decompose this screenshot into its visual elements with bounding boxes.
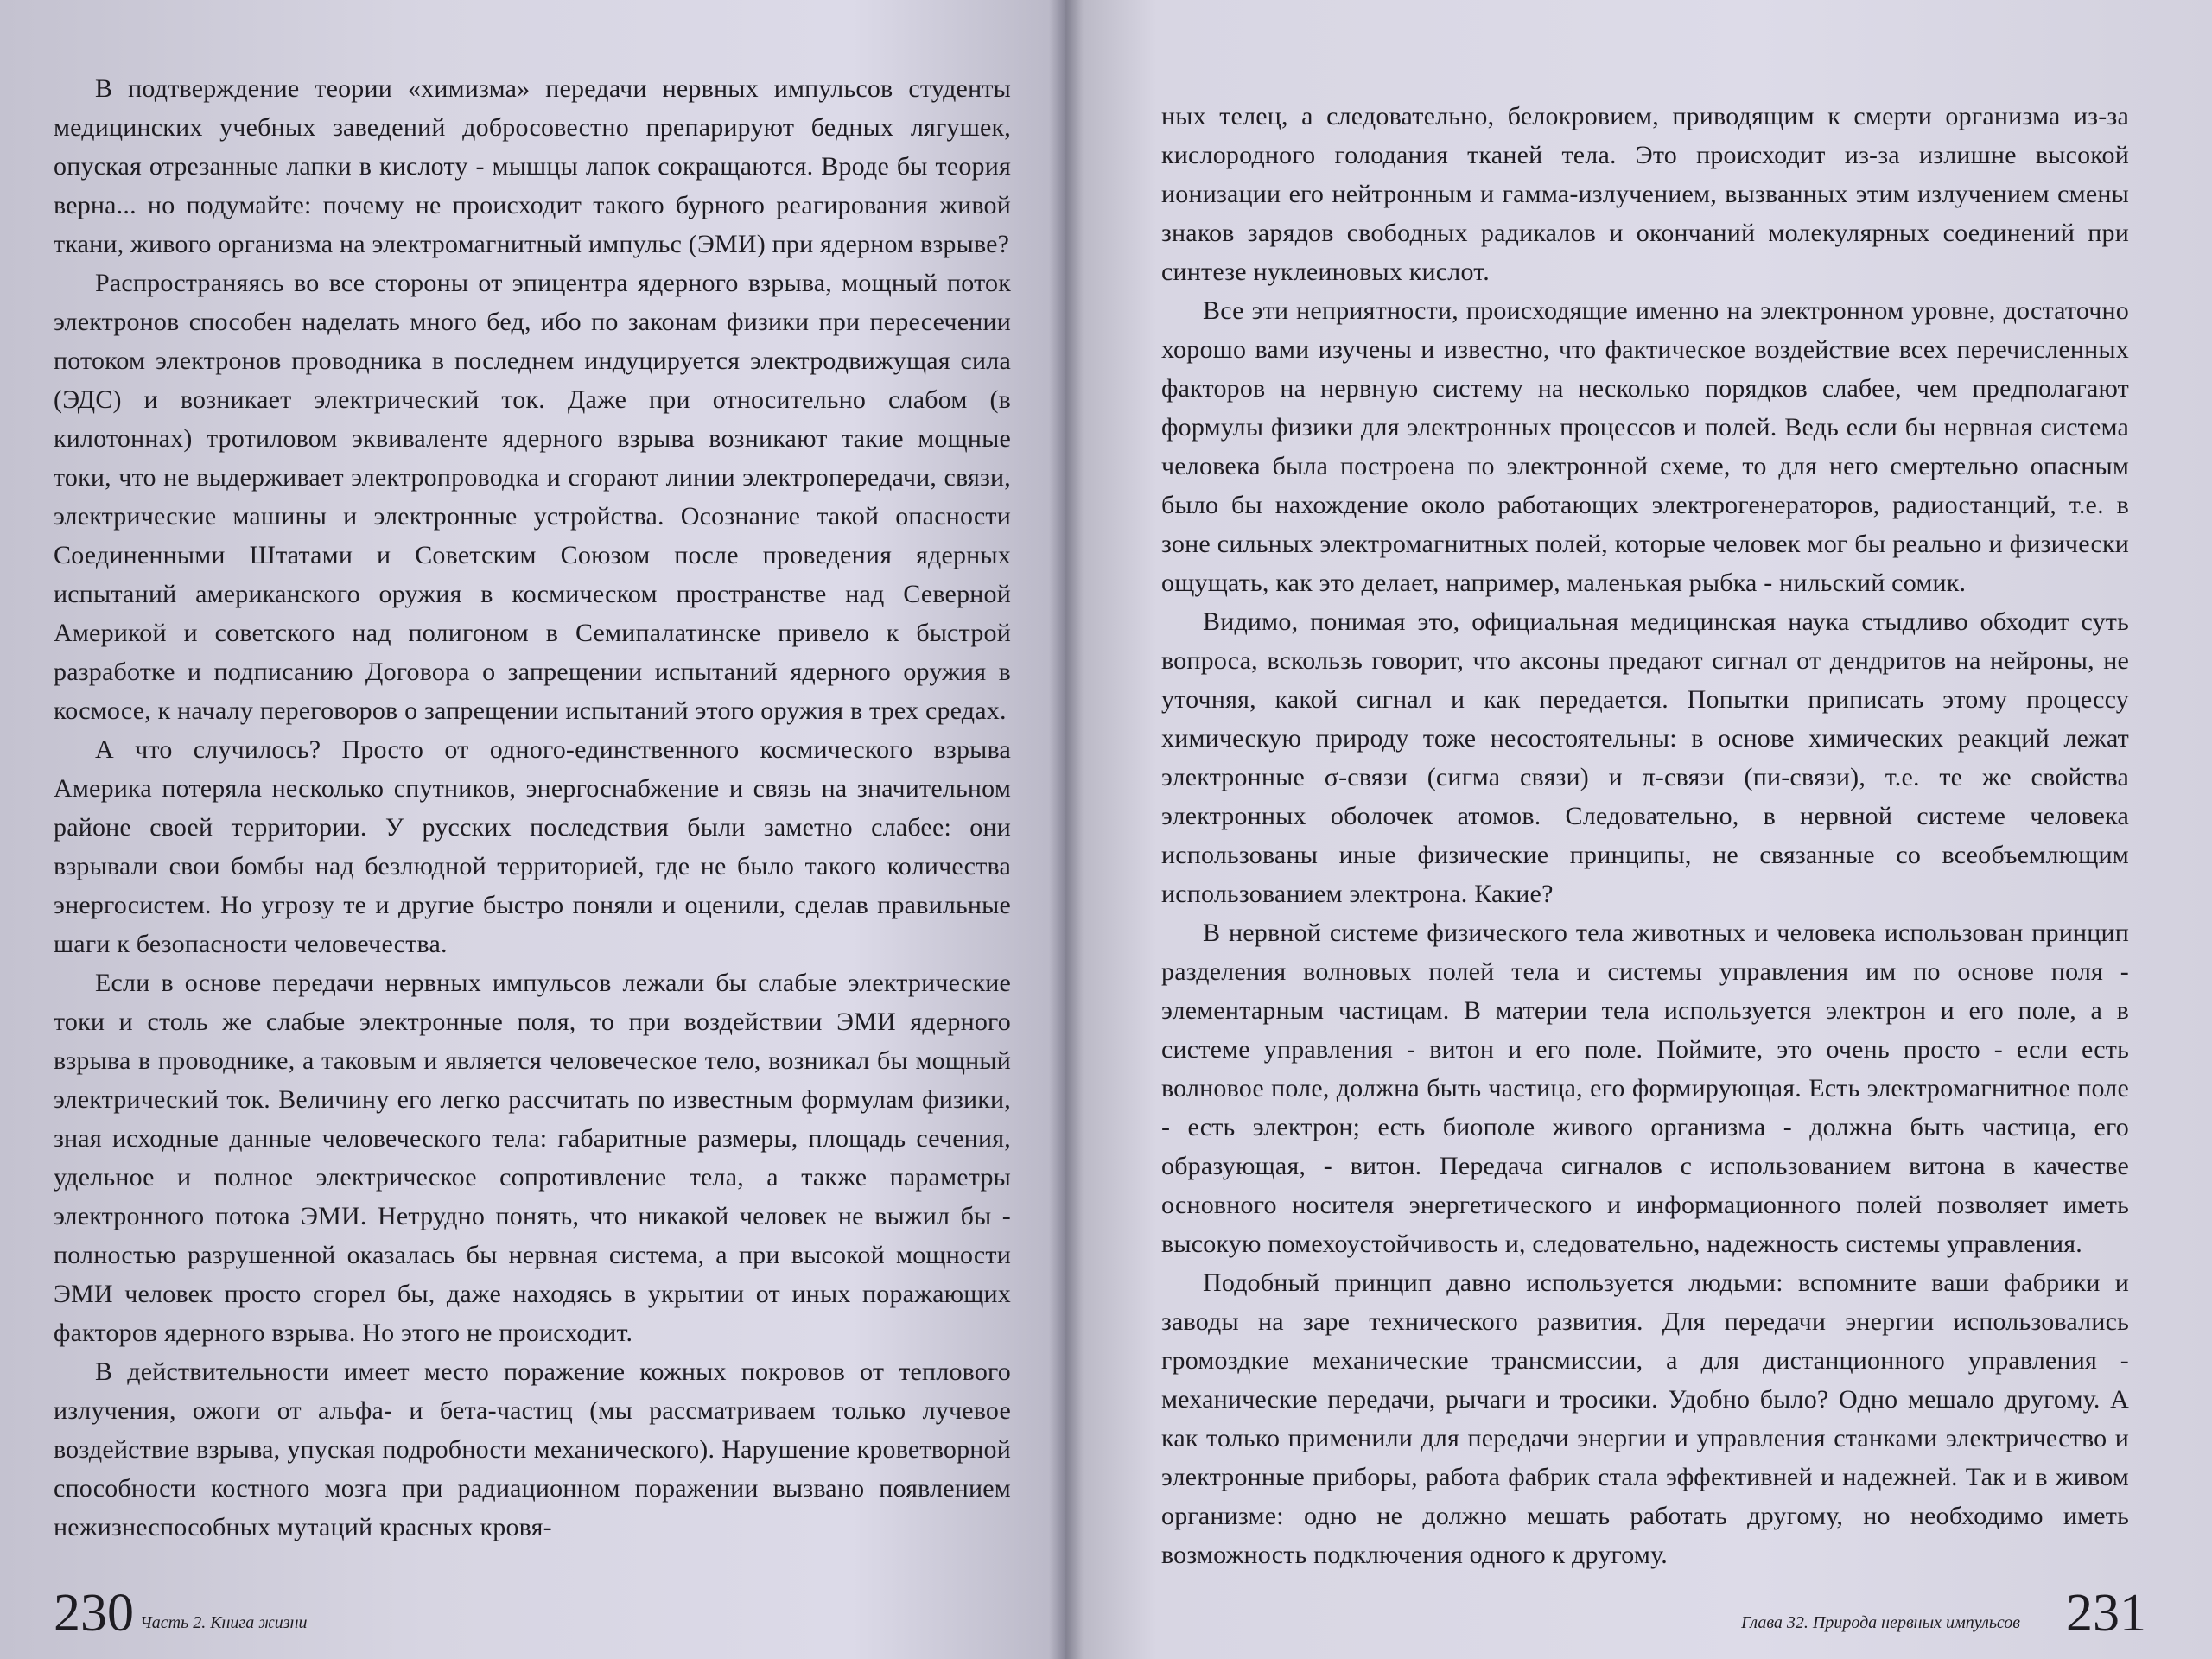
paragraph: Подобный принцип давно используется людьми: вспомните ваши фабрики и заводы на заре технического развития. Для передачи энергии использовались громоздкие механические трансмиссии, а для дистанционного управления - механические передачи, рычаги и тросики. Удобно было? Одно мешало другому. А как только применили для передачи энергии и управления станками электричество и электронные приборы, работа фабрик стала эффективней и надежней. Так и в живом организме: одно не должно мешать работать другому, но необходимо иметь возможность подключения одного к другому. xyxy=(1161,1268,2129,1569)
paragraph: Все эти неприятности, происходящие именно на электронном уровне, достаточно хорошо вами изучены и известно, что фактическое воздействие всех перечисленных факторов на нервную систему на несколько порядков слабее, чем предполагают формулы физики для электронных процессов и полей. Ведь если бы нервная система человека была построена по электронной схеме, то для него смертельно опасным было бы нахождение около работающих электрогенераторов, радиостанций, т.е. в зоне сильных электромагнитных полей, которые человек мог бы реально и физически ощущать, как это делает, например, маленькая рыбка - нильский сомик. xyxy=(1161,296,2129,597)
left-page-text xyxy=(54,69,1011,1547)
right-page-footer xyxy=(1541,1581,2146,1659)
left-page-footer xyxy=(54,1581,1065,1659)
paragraph: Видимо, понимая это, официальная медицинская наука стыдливо обходит суть вопроса, вскользь говорит, что аксоны предают сигнал от дендритов на нейроны, не уточняя, какой сигнал и как передается. Попытки приписать этому процессу химическую природу тоже несостоятельны: в основе химических реакций лежат электронные σ-связи (сигма связи) и π-связи (пи-связи), т.е. те же свойства электронных оболочек атомов. Следовательно, в нервной системе человека использованы иные физические принципы, не связанные со всеобъемлющим использованием электрона. Какие? xyxy=(1161,607,2129,908)
paragraph-continuation: ных телец, а следовательно, белокровием, приводящим к смерти организма из-за кислородного голодания тканей тела. Это происходит из-за излишне высокой ионизации его нейтронным и гамма-излучением, вызванных этим излучением смены знаков зарядов свободных радикалов и окончаний молекулярных соединений при синтезе нуклеиновых кислот. xyxy=(1161,102,2129,286)
page-number: 231 xyxy=(2066,1584,2146,1643)
paragraph: В действительности имеет место поражение кожных покровов от теплового излучения, ожоги от альфа- и бета-частиц (мы рассматриваем только лучевое воздействие взрыва, упуская подробности механического). Нарушение кроветворной способности костного мозга при радиационном поражении вызвано появлением нежизнеспособных мутаций красных кровя- xyxy=(54,1357,1011,1541)
book-gutter xyxy=(1049,0,1084,1659)
running-head: Глава 32. Природа нервных импульсов xyxy=(1741,1613,2020,1632)
page-number: 230 xyxy=(54,1584,134,1643)
left-page xyxy=(0,0,1065,1659)
right-page-text xyxy=(1161,97,2129,1574)
paragraph: В нервной системе физического тела животных и человека использован принцип разделения волновых полей тела и системы управления им по основе поля - элементарным частицам. В материи тела используется электрон и его поле, а в системе управления - витон и его поле. Поймите, это очень просто - если есть волновое поле, должна быть частица, его формирующая. Есть электромагнитное поле - есть электрон; есть биополе живого организма - должна быть частица, его образующая, - витон. Передача сигналов с использованием витона в качестве основного носителя энергетического и информационного полей позволяет иметь высокую помехоустойчивость и, следовательно, надежность системы управления. xyxy=(1161,918,2129,1258)
paragraph: В подтверждение теории «химизма» передачи нервных импульсов студенты медицинских учебных заведений добросовестно препарируют бедных лягушек, опуская отрезанные лапки в кислоту - мышцы лапок сокращаются. Вроде бы теория верна... но подумайте: почему не происходит такого бурного реагирования живой ткани, живого организма на электромагнитный импульс (ЭМИ) при ядерном взрыве? xyxy=(54,74,1011,258)
running-head: Часть 2. Книга жизни xyxy=(140,1613,308,1632)
right-page xyxy=(1065,0,2212,1659)
paragraph: Распространяясь во все стороны от эпицентра ядерного взрыва, мощный поток электронов способен наделать много бед, ибо по законам физики при пересечении потоком электронов проводника в последнем индуцируется электродвижущая сила (ЭДС) и возникает электрический ток. Даже при относительно слабом (в килотоннах) тротиловом эквиваленте ядерного взрыва возникают такие мощные токи, что не выдерживает электропроводка и сгорают линии электропередачи, связи, электрические машины и электронные устройства. Осознание такой опасности Соединенными Штатами и Советским Союзом после проведения ядерных испытаний американского оружия в космическом пространстве над Северной Америкой и советского над полигоном в Семипалатинске привело к быстрой разработке и подписанию Договора о запрещении испытаний ядерного оружия в космосе, к началу переговоров о запрещении испытаний этого оружия в трех средах. xyxy=(54,269,1011,725)
paragraph: А что случилось? Просто от одного-единственного космического взрыва Америка потеряла несколько спутников, энергоснабжение и связь на значительном районе своей территории. У русских последствия были заметно слабее: они взрывали свои бомбы над безлюдной территорией, где не было такого количества энергосистем. Но угрозу те и другие быстро поняли и оценили, сделав правильные шаги к безопасности человечества. xyxy=(54,735,1011,958)
paragraph: Если в основе передачи нервных импульсов лежали бы слабые электрические токи и столь же слабые электронные поля, то при воздействии ЭМИ ядерного взрыва в проводнике, а таковым и является человеческое тело, возникал бы мощный электрический ток. Величину его легко рассчитать по известным формулам физики, зная исходные данные человеческого тела: габаритные размеры, площадь сечения, удельное и полное электрическое сопротивление тела, а также параметры электронного потока ЭМИ. Нетрудно понять, что никакой человек не выжил бы - полностью разрушенной оказалась бы нервная система, а при высокой мощности ЭМИ человек просто сгорел бы, даже находясь в укрытии от иных поражающих факторов ядерного взрыва. Но этого не происходит. xyxy=(54,969,1011,1347)
